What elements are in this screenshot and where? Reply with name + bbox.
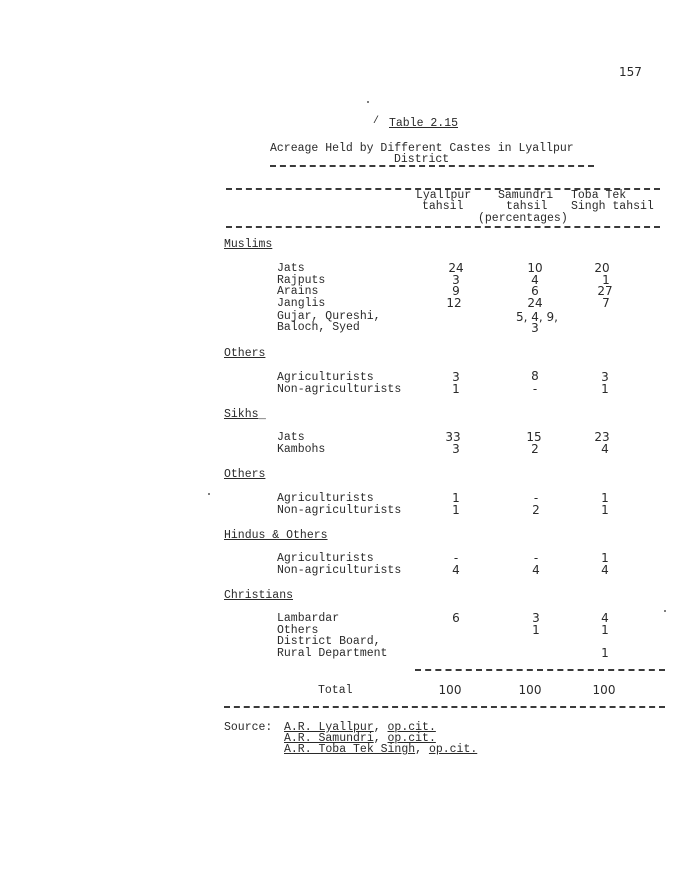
stray-slash: / — [373, 116, 380, 127]
section-heading-others-sikhs: Others — [224, 468, 266, 481]
stray-mark — [664, 610, 666, 612]
section-heading-christians: Christians — [224, 589, 294, 602]
source-line: A.R. Lyallpur, op.cit. — [284, 721, 436, 734]
title-underline — [270, 165, 594, 167]
table-title-line2: District — [394, 153, 450, 166]
sikhs-underline-tail: _ — [259, 409, 266, 422]
section-heading-others-muslims: Others — [224, 347, 266, 360]
source-label: Source: — [224, 721, 273, 734]
stray-mark — [208, 493, 210, 495]
table-label: Table 2.15 — [389, 117, 459, 130]
section-heading-sikhs: Sikhs — [224, 408, 259, 421]
page-number: 157 — [619, 65, 642, 79]
section-heading-muslims: Muslims — [224, 238, 273, 251]
source-line: A.R. Samundri, op.cit. — [284, 732, 436, 745]
section-heading-hindus-others: Hindus & Others — [224, 529, 328, 542]
source-line: A.R. Toba Tek Singh, op.cit. — [284, 743, 478, 756]
table-bottom-rule — [224, 706, 665, 708]
table-title-line1: Acreage Held by Different Castes in Lyallpur — [270, 142, 574, 155]
header-bottom-rule — [226, 226, 660, 228]
stray-mark — [367, 101, 369, 103]
unit-label: (percentages) — [478, 212, 568, 225]
total-top-rule — [415, 669, 665, 671]
total-label: Total — [318, 684, 353, 697]
